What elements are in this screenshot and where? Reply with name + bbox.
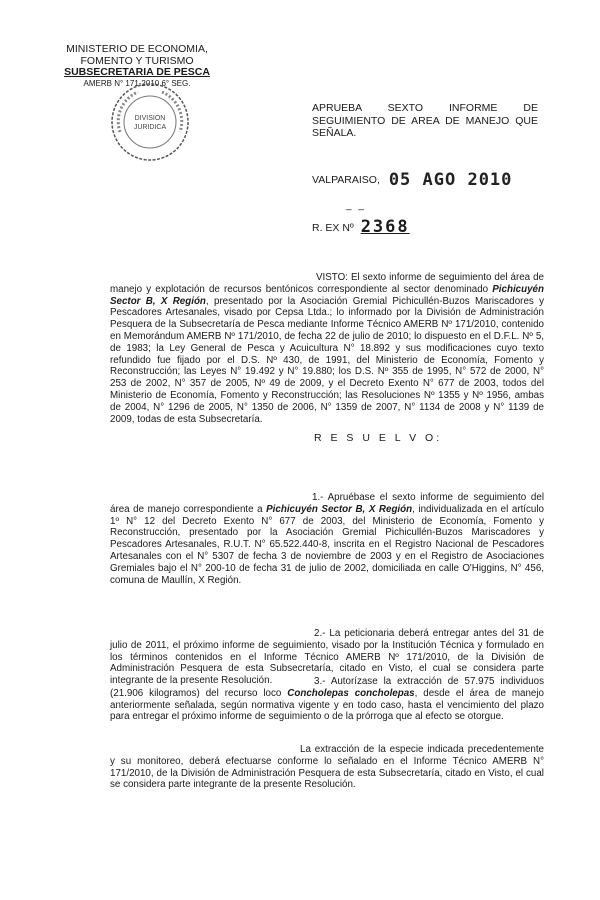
header-line-ministry: MINISTERIO DE ECONOMIA, xyxy=(66,43,208,55)
subject-line-1: APRUEBA SEXTO INFORME DE xyxy=(312,102,538,114)
header-line-subsecretaria: SUBSECRETARIA DE PESCA xyxy=(64,66,210,78)
date-stamp: 05 AGO 2010 xyxy=(388,170,513,190)
resolution-item-3 xyxy=(110,676,544,723)
header-line-fomento: FOMENTO Y TURISMO xyxy=(80,54,194,67)
visto-label: VISTO: xyxy=(316,272,348,283)
item1-text-b: , individualizada en el artículo 1º N° 12 del Decreto Exento N° 677 de 2003, del Ministerio de Economía, Fomento y Reconstrucción, presentado por la Asociación Gremial Pichicullén-Buzos Mariscadores y Pescadores Artesanales, R.U.T. N° 65.522.440-8, inscrita en el Registro Nacional de Pescadores Artesanales con el N° 5307 de fecha 3 de noviembre de 2003 y en el Registro de Asociaciones Gremiales bajo el N° 200-10 de fecha 31 de julio de 2002, domiciliada en calle O'Higgins, N° 456, comuna de Maullín, X Región. xyxy=(110,503,544,586)
rex-label: R. EX Nº xyxy=(312,222,354,234)
resolution-subject xyxy=(312,102,538,140)
svg-text:JURIDICA: JURIDICA xyxy=(133,124,167,131)
header-line-amerb: AMERB N° 171-2010 6° SEG. xyxy=(83,78,191,88)
svg-text:DIVISION: DIVISION xyxy=(134,115,166,122)
date-place: VALPARAISO, xyxy=(312,174,380,186)
item1-text-a: 1.- Apruébase el sexto informe de seguimiento del área de manejo correspondiente a xyxy=(110,492,544,515)
date-line xyxy=(312,168,512,188)
item2-text: 2.- La peticionaria deberá entregar antes del 31 de julio de 2011, el próximo informe de seguimiento, visado por la Institución Técnica y formulado en los términos contenidos en el Informe Técnico AMERB Nº 171/2010, de la División de Administración Pesquera de esta Subsecretaría, citado en Visto, el cual se considera parte integrante de la presente Resolución. xyxy=(110,628,544,687)
dash-mark: _ _ xyxy=(346,200,366,211)
visto-text-a: El sexto informe de seguimiento del área de manejo y explotación de recursos bentónicos correspondiente al sector denominado xyxy=(110,272,544,295)
division-juridica-stamp xyxy=(108,80,192,164)
item3-text-a: 3.- Autorízase la extracción de 57.975 individuos (21.906 kilogramos) del recurso loco xyxy=(110,676,544,699)
subject-line-3: SEÑALA. xyxy=(312,127,357,139)
item1-sector: Pichicuyén Sector B, X Región xyxy=(266,503,413,515)
item3-text-b: , desde el área de manejo anteriormente señalada, según normativa vigente y en todo caso, hasta el vencimiento del plazo para entregar el próximo informe de seguimiento o de la prórroga que al efecto se otorgue. xyxy=(110,687,544,723)
item3-species: Concholepas concholepas xyxy=(287,687,415,699)
item4-text: La extracción de la especie indicada precedentemente y su monitoreo, deberá efectuarse conforme lo señalado en el Informe Técnico AMERB N° 171/2010, de la División de Administración Pesquera de esta Subsecretaría, citado en Visto, el cual se considera parte integrante de la presente Resolución. xyxy=(110,744,544,791)
resuelvo-heading: R E S U E L V O: xyxy=(314,432,443,444)
resolution-item-3-continuation xyxy=(110,744,544,791)
resolution-item-1 xyxy=(110,492,544,586)
visto-text-b: , presentado por la Asociación Gremial Pichicullén-Buzos Mariscadores y Pescadores Artesanales, visado por Cepsa Ltda.; lo informado por la División de Administración Pesquera de la Subsecretaría de Pesca mediante Informe Técnico AMERB Nº 171/2010, contenido en Memorándum AMERB Nº 171/2010, de fecha 22 de julio de 2010; lo dispuesto en el D.F.L. Nº 5, de 1983; la Ley General de Pesca y Acuicultura N° 18.892 y sus modificaciones cuyo texto refundido fue fijado por el D.S. Nº 430, de 1991, del Ministerio de Economía, Fomento y Reconstrucción; las Leyes N° 19.492 y N° 19.880; los D.S. Nº 355 de 1995, N° 572 de 2000, N° 253 de 2002, N° 357 de 2005, Nº 49 de 2009, y el Decreto Exento N° 677 de 2003, todos del Ministerio de Economía, Fomento y Reconstrucción; las Resoluciones Nº 1355 y Nº 1956, ambas de 2004, N° 1296 de 2005, N° 1350 de 2006, N° 1359 de 2007, N° 1134 de 2008 y N° 1139 de 2009, todas de esta Subsecretaría. xyxy=(110,295,544,425)
rex-number: 2368 xyxy=(360,217,410,237)
visto-paragraph xyxy=(110,272,544,425)
visto-sector: Pichicuyén Sector B, X Región xyxy=(110,283,544,307)
subject-line-2: SEGUIMIENTO DE AREA DE MANEJO QUE xyxy=(312,114,538,127)
resolution-number-line xyxy=(312,216,410,236)
